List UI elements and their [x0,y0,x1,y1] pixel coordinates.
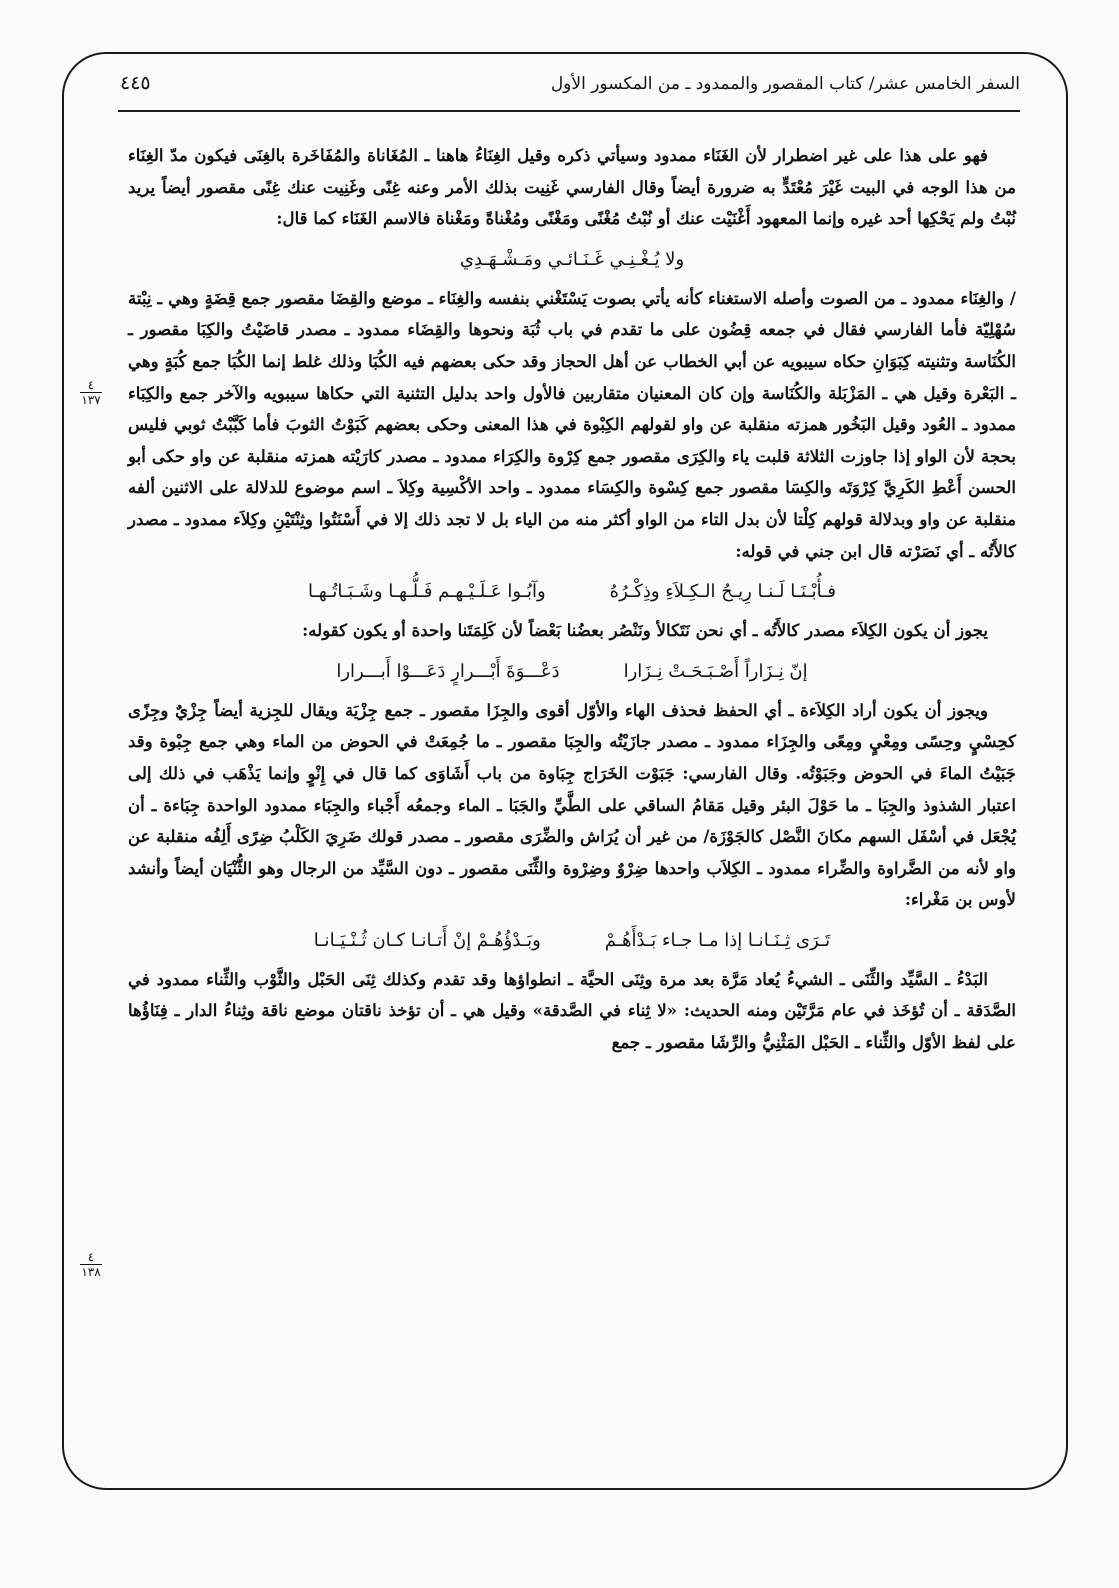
margin-note-2 [66,1250,116,1279]
verse-4-first-hemistich: تَـرَى ثِـنَـانـا إذا مـا جـاء بَـدْأَهُـمْ [604,929,831,951]
paragraph-5: البَدْءُ ـ السَّيِّد والثِّنَى ـ الشيءُ يُعاد مَرَّة بعد مرة وثِنَى الحيَّة ـ انطواؤها وقد تقدم وكذلك ثِنَى الحَبْل والثَّوْب والثِّناء ممدود في الصَّدَقة ـ أن تُؤخَذ في عام مَرَّتَيْن ومنه الحديث: «لا ثِناء في الصَّدقة» وقيل هي ـ أن تؤخذ ناقتان موضع ناقة وثِناءُ الدار ـ فِنَاؤُها على لفظ الأوّل والثِّناء ـ الحَبْل المَثْنِيُّ والرِّشَا مقصور ـ جمع [128,968,1016,1053]
verse-2 [128,575,1016,609]
verse-1-hemistich: ولا يُـغْـنِـي غَـنَـائـي ومَـشْـهَـدِي [459,248,685,270]
header-rule [118,110,1020,112]
paragraph-1: فهو على هذا على غير اضطرار لأن الغَنَاء ممدود وسيأتي ذكره وقيل الغِنَاءُ هاهنا ـ المُغَاناة والمُفَاخَرة بالغِنَى فيكون مدّ الغِنَاء من هذا الوجه في البيت غَيْرَ مُعْتَدٍّ به ضرورة أيضاً وقال الفارسي غَنِيت بذلك الأمر وعنه غِنًى وغَنِيت عنك غِنًى مقصور أيضاً يريد نُبْتُ ولم يَحْكِها أحد غيره وإنما المعهود أَغْنَيْت عنك أو نُبْتُ مُغْنًى ومَغْنًى ومُغْناةً ومَغْناة فالاسم الغَنَاء كما قال: [128,145,1016,229]
verse-1 [128,243,1016,277]
verse-3-second-hemistich: دَعْـــوَةَ أَبْـــرارٍ دَعَـــوْا أَبـــرارا [336,660,560,682]
page-number: ٤٤٥ [120,72,151,94]
verse-3 [128,655,1016,689]
margin-note-1-top: ٤ [87,378,95,392]
running-header-title: السفر الخامس عشر/ كتاب المقصور والممدود ـ من المكسور الأول [550,74,1020,94]
running-header [120,68,1020,108]
verse-4-second-hemistich: وبَـدْؤُهُـمْ إنْ أَتـانـا كـان ثُـنْـيَـانـا [313,929,541,951]
main-text [128,140,1016,1059]
paragraph-3: يجوز أن يكون الكِلاَء مصدر كالأَتُه ـ أي نحن نَتَكالأ ونَنْصُر بعضُنا بَعْضاً لأن كَلِمَتَنا واحدة أو يكون كقوله: [302,620,988,641]
verse-2-first-hemistich: فـأُبْـنَـا لَـنـا رِيـحُ الـكِـلاَءِ وذِكْـرُهُ [609,581,837,603]
margin-note-2-bottom: ١٣٨ [81,1265,101,1279]
paragraph-4: ويجوز أن يكون أراد الكِلاَءة ـ أي الحفظ فحذف الهاء والأوّل أقوى والجِزَا مقصور ـ جمع جِزْيَة ويقال للجِزية أيضاً جِزْيٌ وجِزًى كحِسْيٍ وحِسًى ومِعْيٍ ومِعًى والجِزَاء ممدود ـ مصدر جازَيْتُه والجِبَا مقصور ـ ما جُمِعَتْ في الحوض من الماء وهي جمع جِبْوة وقد جَبَيْتُ الماءَ في الحوض وجَبَوْتُه. وقال الفارسي: جَبَوْت الخَرَاج جِبَاوة من باب أَشَاوَى كما قال في إِنْوٍ وإنما يَذْهَب في ذلك إلى اعتبار الشذوذ والجِبَا ـ ما حَوْلَ البئر وقيل مَقامُ الساقي على الطَّيِّ والجَبَا ـ الماء وجمعُه أَجْباء والجِبَاء ممدود الواحدة جِبَاءة ـ أن يُجْعَل في أسْفَل السهم مكانَ النَّصْل كالجَوْزَة/ من غير أن يُرَاش والضِّرَى مقصور ـ مصدر قولك ضَرِيَ الكَلْبُ ضِرًى أَلِفُه منقلبة عن واو لأنه من الضَّراوة والضِّراء ممدود ـ الكِلاَب واحدها ضِرْوٌ وضِرْوة والثِّنَى مقصور ـ دون السَّيِّد من الرجال وهو الثُّنْيَان أيضاً وأنشد لأوس بن مَغْراء: [128,699,1016,910]
margin-note-1 [66,378,116,407]
verse-2-second-hemistich: وآبُـوا عَـلَـيْـهـم فَـلُّـهـا وشَـبَـاتُـهـا [307,581,546,603]
margin-note-2-top: ٤ [87,1250,95,1264]
margin-note-1-bottom: ١٣٧ [81,393,101,407]
verse-3-first-hemistich: إنّ نِـزَاراً أَصْـبَـحَـتْ نِـزَارا [623,660,808,682]
paragraph-2: / والغِنَاء ممدود ـ من الصوت وأصله الاستغناء كأنه يأتي بصوت يَسْتَغْني بنفسه والغِنَاء ـ موضع والقِضَا مقصور جمع قِضَةٍ وهي ـ نِبْتة سُهْلِيّة فأما الفارسي فقال في جمعه قِضُون على ما تقدم في باب ثُبَة ونحوها والقِضَاء ممدود ـ مصدر قاضَيْتُ والكِبَا مقصور ـ الكُنَاسة وتثنيته كِبَوَانِ حكاه سيبويه عن أبي الخطاب عن أهل الحجاز وقد حكى بعضهم فيه الكُبَا وذلك غلط إنما الكُبَا جمع كُبَةٍ وهي ـ البَعْرة وقيل هي ـ المَزْبَلة والكُنَاسة وإن كان المعنيان متقاربين فالأول واحد بدليل التثنية التي حكاها سيبويه والآخر جمع والكِبَاء ممدود ـ العُود وقيل البَخُور همزته منقلبة عن واو لقولهم الكِبْوة في هذا المعنى وحكى بعضهم كَبَوْتُ الثوبَ فأما كَبَّبْتُ ثوبي فليس بحجة لأن الواو إذا جاوزت الثلاثة قلبت ياء والكِرَى مقصور جمع كِرْوة والكِرَاء ممدود ـ مصدر كارَيْته همزته منقلبة عن واو حكى أبو الحسن أَعْطِ الكَرِيَّ كِرْوَتَه والكِسَا مقصور جمع كِسْوة والكِسَاء ممدود ـ واحد الأكْسِية وكِلاَ ـ اسم موضوع للدلالة على الاثنين ألفه منقلبة عن واو وبدلالة قولهم كِلْتا لأن بدل التاء من الواو أكثر منه من الياء بل لا تجد ذلك إلا في أَسْنَتُوا وثِنْتَيْنِ وكِلاَء ممدود ـ مصدر كالأَتُه ـ أي نَصَرْته قال ابن جني في قوله: [128,287,1016,561]
verse-4 [128,924,1016,958]
